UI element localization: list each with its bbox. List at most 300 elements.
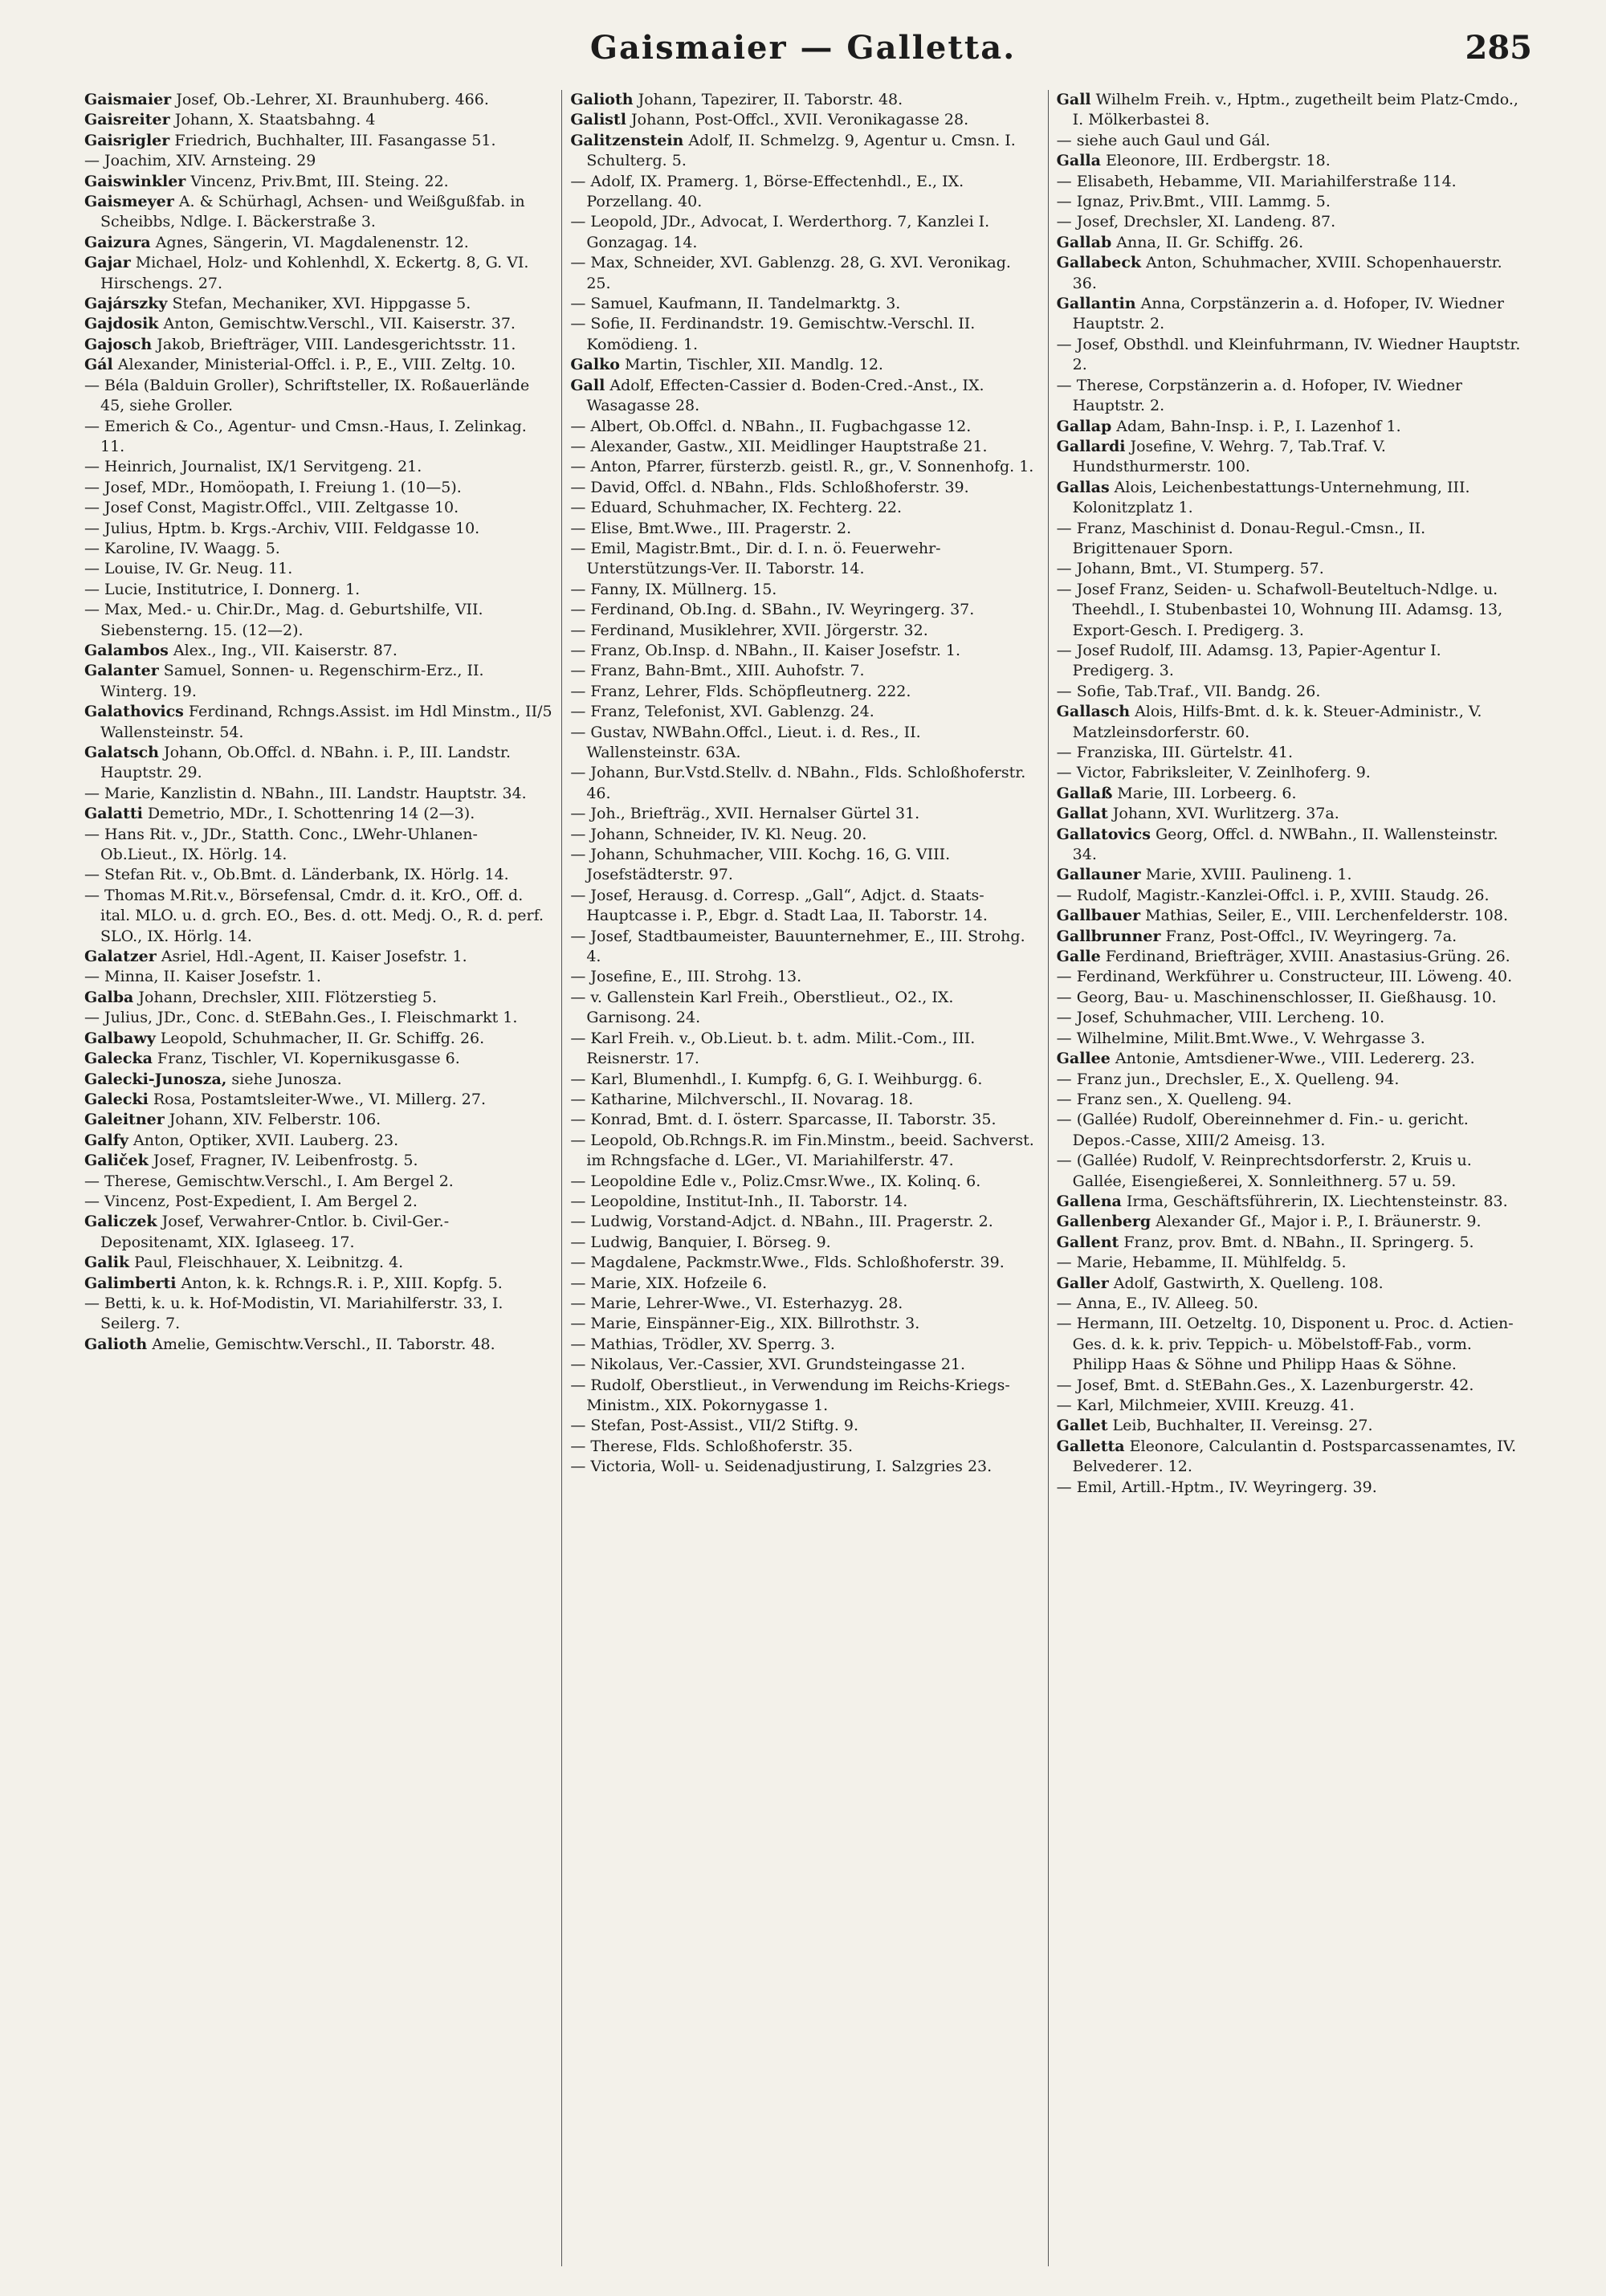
entry-details: — Mathias, Trödler, XV. Sperrg. 3. [570, 1335, 835, 1353]
entry-surname: Galathovics [84, 703, 184, 721]
entry-details: — Max, Med.- u. Chir.Dr., Mag. d. Geburtshilfe, VII. Siebensterng. 15. (12—2). [84, 601, 483, 639]
entry-details: Paul, Fleischhauer, X. Leibnitzg. 4. [129, 1254, 404, 1272]
directory-entry [1057, 1008, 1526, 1028]
directory-entry [570, 825, 1039, 845]
entry-details: Anton, Gemischtw.Verschl., VII. Kaiserstr. 37. [158, 315, 516, 333]
directory-entry [1057, 1070, 1526, 1090]
directory-entry [570, 682, 1039, 702]
entry-details: — Josef, Bmt. d. StEBahn.Ges., X. Lazenburgerstr. 42. [1056, 1376, 1474, 1394]
entry-surname: Gajárszky [84, 295, 168, 313]
entry-details: — Emil, Magistr.Bmt., Dir. d. I. n. ö. Feuerwehr-Unterstützungs-Ver. II. Taborstr. 14. [570, 539, 941, 578]
entry-details: — siehe auch Gaul und Gál. [1056, 131, 1270, 149]
entry-details: Eleonore, III. Erdbergstr. 18. [1100, 152, 1331, 170]
entry-surname: Galik [84, 1254, 130, 1272]
directory-entry [570, 702, 1039, 722]
directory-entry [570, 539, 1039, 580]
entry-surname: Gaizura [84, 233, 151, 251]
page-number: 285 [1465, 29, 1532, 67]
directory-entry [84, 1110, 553, 1130]
entry-details: Adolf, Effecten-Cassier d. Boden-Cred.-Anst., IX. Wasagasse 28. [586, 376, 984, 415]
entry-details: Josef, Verwahrer-Cntlor. b. Civil-Ger.-Depositenamt, XIX. Iglaseeg. 17. [100, 1213, 450, 1251]
entry-details: — Rudolf, Magistr.-Kanzlei-Offcl. i. P., XVIII. Staudg. 26. [1056, 886, 1490, 904]
entry-details: Adolf, Gastwirth, X. Quelleng. 108. [1108, 1274, 1384, 1292]
entry-details: — Karl, Blumenhdl., I. Kumpfg. 6, G. I. Weihburgg. 6. [570, 1070, 983, 1088]
entry-details: — Betti, k. u. k. Hof-Modistin, VI. Mariahilferstr. 33, I. Seilerg. 7. [84, 1294, 503, 1333]
entry-details: Franz, Post-Offcl., IV. Weyringerg. 7a. [1160, 927, 1457, 945]
directory-entry [570, 131, 1039, 172]
entry-details: — Johann, Schneider, IV. Kl. Neug. 20. [570, 825, 867, 843]
entry-details: Ferdinand, Briefträger, XVIII. Anastasius-Grüng. 26. [1100, 948, 1510, 966]
directory-entry [1057, 580, 1526, 641]
entry-surname: Galanter [84, 662, 159, 680]
entry-surname: Gallatovics [1056, 825, 1151, 843]
directory-entry [570, 804, 1039, 824]
entry-surname: Gaismaier [84, 91, 172, 108]
entry-details: — Nikolaus, Ver.-Cassier, XVI. Grundsteingasse 21. [570, 1356, 966, 1374]
directory-entry [1057, 151, 1526, 171]
entry-details: — Josef, Drechsler, XI. Landeng. 87. [1056, 213, 1336, 231]
entry-details: Alexander Gf., Major i. P., I. Bräunerstr. 9. [1151, 1213, 1482, 1231]
directory-entry [1057, 1253, 1526, 1273]
entry-details: — Fanny, IX. Müllnerg. 15. [570, 580, 777, 598]
entry-details: Agnes, Sängerin, VI. Magdalenenstr. 12. [150, 233, 469, 251]
entry-surname: Galeitner [84, 1111, 165, 1129]
page-title: Gaismaier — Galletta. [589, 29, 1017, 67]
entry-details: — Emerich & Co., Agentur- und Cmsn.-Haus, I. Zelinkag. 11. [84, 417, 527, 455]
entry-details: Irma, Geschäftsführerin, IX. Liechtensteinstr. 83. [1121, 1192, 1508, 1210]
directory-columns [76, 90, 1534, 2266]
entry-details: Josef, Fragner, IV. Leibenfrostg. 5. [148, 1152, 418, 1170]
directory-entry [84, 600, 553, 641]
directory-entry [1057, 417, 1526, 437]
directory-entry [84, 1070, 553, 1090]
directory-entry [84, 1335, 553, 1355]
directory-entry [1057, 559, 1526, 579]
entry-surname: Galistl [570, 111, 626, 129]
directory-entry [1057, 376, 1526, 417]
directory-entry [570, 1274, 1039, 1294]
entry-details: — v. Gallenstein Karl Freih., Oberstlieut., O2., IX. Garnisong. 24. [570, 988, 954, 1027]
directory-entry [84, 253, 553, 294]
entry-surname: Galle [1056, 948, 1101, 966]
entry-details: — Rudolf, Oberstlieut., in Verwendung im Reichs-Kriegs-Ministm., XIX. Pokornygasse 1. [570, 1376, 1010, 1414]
entry-surname: Gallab [1056, 233, 1112, 251]
entry-details: Samuel, Sonnen- u. Regenschirm-Erz., II. Winterg. 19. [100, 662, 484, 700]
entry-surname: Gallauner [1056, 866, 1141, 884]
directory-entry [84, 192, 553, 233]
directory-entry [84, 967, 553, 987]
entry-details: — Franz, Lehrer, Flds. Schöpfleutnerg. 222. [570, 682, 911, 700]
directory-entry [84, 1274, 553, 1294]
entry-surname: Galioth [84, 1335, 148, 1353]
entry-details: — Josef, MDr., Homöopath, I. Freiung 1. (10—5). [84, 478, 462, 496]
entry-details: — Therese, Corpstänzerin a. d. Hofoper, IV. Wiedner Hauptstr. 2. [1056, 376, 1462, 415]
directory-entry [1057, 682, 1526, 702]
directory-entry [84, 1294, 553, 1335]
directory-entry [1057, 804, 1526, 824]
directory-entry [1057, 641, 1526, 682]
directory-entry [1057, 1212, 1526, 1232]
entry-surname: Galioth [570, 91, 634, 108]
entry-details: — Therese, Flds. Schloßhoferstr. 35. [570, 1437, 853, 1455]
entry-details: Anton, k. k. Rchngs.R. i. P., XIII. Kopfg. 5. [176, 1274, 503, 1292]
directory-entry [570, 417, 1039, 437]
entry-details: — Josef, Herausg. d. Corresp. „Gall“, Adjct. d. Staats-Hauptcasse i. P., Ebgr. d. Stadt Laa, II. Taborstr. 14. [570, 886, 988, 925]
entry-details: — Leopold, Ob.Rchngs.R. im Fin.Minstm., beeid. Sachverst. im Rchngsfache d. LGer., VI. Mariahilferstr. 47. [570, 1131, 1034, 1170]
entry-details: — Gustav, NWBahn.Offcl., Lieut. i. d. Res., II. Wallensteinstr. 63A. [570, 723, 921, 761]
entry-details: — Georg, Bau- u. Maschinenschlosser, II. Gießhausg. 10. [1056, 988, 1497, 1006]
entry-details: — Leopold, JDr., Advocat, I. Werderthorg. 7, Kanzlei I. Gonzagag. 14. [570, 213, 990, 251]
directory-entry [1057, 1294, 1526, 1314]
directory-entry [570, 1335, 1039, 1355]
directory-entry [570, 988, 1039, 1029]
entry-details: — Josefine, E., III. Strohg. 13. [570, 968, 802, 986]
directory-entry [570, 1457, 1039, 1477]
entry-details: Leib, Buchhalter, II. Vereinsg. 27. [1107, 1417, 1373, 1435]
directory-entry [570, 1416, 1039, 1436]
directory-entry [1057, 478, 1526, 519]
entry-details: — Katharine, Milchverschl., II. Novarag. 18. [570, 1090, 914, 1108]
entry-details: Marie, XVIII. Paulineng. 1. [1140, 866, 1352, 884]
directory-entry [570, 172, 1039, 213]
entry-details: — Konrad, Bmt. d. I. österr. Sparcasse, II. Taborstr. 35. [570, 1111, 997, 1129]
directory-entry [84, 1049, 553, 1069]
directory-entry [84, 1253, 553, 1273]
directory-entry [570, 355, 1039, 375]
directory-entry [84, 294, 553, 314]
directory-entry [570, 1192, 1039, 1212]
directory-entry [1057, 784, 1526, 804]
entry-details: — Ludwig, Banquier, I. Börseg. 9. [570, 1233, 831, 1251]
entry-details: Leopold, Schuhmacher, II. Gr. Schiffg. 26. [155, 1029, 485, 1047]
entry-details: — Ludwig, Vorstand-Adjct. d. NBahn., III. Pragerstr. 2. [570, 1213, 993, 1231]
entry-details: — Victor, Fabriksleiter, V. Zeinlhoferg. 9. [1056, 764, 1371, 782]
entry-details: Alexander, Ministerial-Offcl. i. P., E., VIII. Zeltg. 10. [112, 356, 516, 374]
directory-entry [84, 90, 553, 110]
directory-entry [570, 580, 1039, 600]
directory-entry [1057, 1151, 1526, 1192]
directory-entry [84, 519, 553, 539]
directory-entry [570, 1437, 1039, 1457]
entry-details: — Karoline, IV. Waagg. 5. [84, 539, 280, 557]
directory-entry [1057, 437, 1526, 478]
entry-surname: Galatsch [84, 744, 159, 761]
entry-surname: Gallee [1056, 1050, 1111, 1068]
entry-details: Anton, Schuhmacher, XVIII. Schopenhauerstr. 36. [1072, 254, 1502, 292]
entry-surname: Gallas [1056, 478, 1110, 496]
entry-surname: Galler [1056, 1274, 1109, 1292]
directory-entry [570, 641, 1039, 661]
entry-surname: Galiček [84, 1152, 149, 1170]
directory-entry [1057, 1416, 1526, 1436]
directory-entry [570, 621, 1039, 641]
entry-details: — Franz, Ob.Insp. d. NBahn., II. Kaiser Josefstr. 1. [570, 641, 961, 659]
entry-surname: Galletta [1056, 1437, 1125, 1455]
directory-entry [1057, 967, 1526, 987]
directory-entry [570, 110, 1039, 130]
directory-entry [570, 253, 1039, 294]
directory-entry [570, 1212, 1039, 1232]
directory-entry [1057, 212, 1526, 232]
entry-details: — Karl Freih. v., Ob.Lieut. b. t. adm. Milit.-Com., III. Reisnerstr. 17. [570, 1029, 976, 1068]
entry-details: Anton, Optiker, XVII. Lauberg. 23. [128, 1131, 399, 1149]
entry-details: Martin, Tischler, XII. Mandlg. 12. [619, 356, 883, 374]
entry-details: — Samuel, Kaufmann, II. Tandelmarktg. 3. [570, 295, 901, 313]
entry-details: — Julius, JDr., Conc. d. StEBahn.Ges., I. Fleischmarkt 1. [84, 1009, 518, 1027]
entry-details: Jakob, Briefträger, VIII. Landesgerichtsstr. 11. [152, 335, 516, 353]
entry-details: Alois, Leichenbestattungs-Unternehmung, III. Kolonitzplatz 1. [1072, 478, 1470, 517]
entry-details: — Ignaz, Priv.Bmt., VIII. Lammg. 5. [1056, 193, 1331, 211]
directory-entry [84, 376, 553, 417]
directory-entry [1057, 233, 1526, 253]
directory-entry [84, 865, 553, 885]
entry-details: — Joh., Briefträg., XVII. Hernalser Gürtel 31. [570, 805, 920, 823]
entry-surname: Galecki [84, 1090, 149, 1108]
entry-surname: Galbawy [84, 1029, 156, 1047]
directory-entry [84, 702, 553, 743]
directory-entry [570, 1314, 1039, 1334]
entry-details: — Minna, II. Kaiser Josefstr. 1. [84, 968, 321, 986]
directory-entry [1057, 1029, 1526, 1049]
directory-entry [84, 478, 553, 498]
directory-entry [570, 661, 1039, 681]
entry-details: Anna, II. Gr. Schiffg. 26. [1111, 233, 1304, 251]
directory-entry [84, 1192, 553, 1212]
entry-details: — Lucie, Institutrice, I. Donnerg. 1. [84, 580, 361, 598]
directory-entry [84, 110, 553, 130]
entry-details: — Anna, E., IV. Alleeg. 50. [1056, 1294, 1259, 1312]
directory-entry [570, 1253, 1039, 1273]
entry-details: Anna, Corpstänzerin a. d. Hofoper, IV. Wiedner Hauptstr. 2. [1072, 295, 1504, 333]
entry-details: Johann, Post-Offcl., XVII. Veronikagasse 28. [626, 111, 969, 129]
entry-details: — Emil, Artill.-Hptm., IV. Weyringerg. 39. [1056, 1478, 1377, 1496]
entry-details: — Ferdinand, Werkführer u. Constructeur, III. Löweng. 40. [1056, 968, 1513, 986]
entry-surname: Gallasch [1056, 703, 1131, 721]
entry-surname: Gallent [1056, 1233, 1119, 1251]
entry-details: Vincenz, Priv.Bmt, III. Steing. 22. [185, 172, 449, 190]
entry-surname: Galla [1056, 152, 1101, 170]
entry-details: Josefine, V. Wehrg. 7, Tab.Traf. V. Hundsthurmerstr. 100. [1072, 437, 1386, 476]
directory-entry [570, 1355, 1039, 1375]
directory-entry [84, 355, 553, 375]
entry-details: — Leopoldine Edle v., Poliz.Cmsr.Wwe., IX. Kolinq. 6. [570, 1172, 981, 1190]
directory-entry [1057, 1478, 1526, 1498]
entry-details: Amelie, Gemischtw.Verschl., II. Taborstr. 48. [147, 1335, 495, 1353]
entry-details: — Max, Schneider, XVI. Gablenzg. 28, G. XVI. Veronikag. 25. [570, 254, 1011, 292]
entry-surname: Galimberti [84, 1274, 177, 1292]
directory-entry [84, 172, 553, 192]
entry-details: — Josef, Schuhmacher, VIII. Lercheng. 10. [1056, 1009, 1385, 1027]
directory-entry [84, 498, 553, 518]
entry-details: — Joachim, XIV. Arnsteing. 29 [84, 152, 316, 170]
entry-details: — Adolf, IX. Pramerg. 1, Börse-Effectenhdl., E., IX. Porzellang. 40. [570, 172, 964, 211]
entry-surname: Galambos [84, 641, 169, 659]
entry-surname: Gál [84, 356, 113, 374]
directory-entry [84, 1212, 553, 1253]
entry-details: — Marie, Einspänner-Eig., XIX. Billrothstr. 3. [570, 1315, 920, 1333]
directory-entry [84, 641, 553, 661]
entry-surname: Galiczek [84, 1213, 157, 1231]
directory-entry [84, 947, 553, 967]
directory-entry [570, 519, 1039, 539]
directory-entry [84, 886, 553, 947]
directory-entry [84, 1090, 553, 1110]
entry-details: — Béla (Balduin Groller), Schriftsteller, IX. Roßauerlände 45, siehe Groller. [84, 376, 530, 415]
directory-entry [84, 988, 553, 1008]
entry-surname: Gallet [1056, 1417, 1108, 1435]
entry-details: — Thomas M.Rit.v., Börsefensal, Cmdr. d. it. KrO., Off. d. ital. MLO. u. d. grch. EO., Bes. d. ott. Medj. O., R. d. perf. SLO., IX. Hörlg. 14. [84, 886, 544, 945]
directory-entry [84, 580, 553, 600]
entry-details: Adam, Bahn-Insp. i. P., I. Lazenhof 1. [1111, 417, 1401, 435]
entry-details: Demetrio, MDr., I. Schottenring 14 (2—3). [142, 805, 475, 823]
entry-surname: Gallap [1056, 417, 1112, 435]
directory-entry [1057, 865, 1526, 885]
page-header [0, 29, 1606, 77]
directory-entry [1057, 294, 1526, 335]
entry-surname: Galitzenstein [570, 131, 684, 149]
directory-entry [84, 417, 553, 458]
entry-details: Johann, Ob.Offcl. d. NBahn. i. P., III. Landstr. Hauptstr. 29. [100, 744, 512, 782]
entry-details: Mathias, Seiler, E., VIII. Lerchenfelderstr. 108. [1140, 907, 1509, 925]
directory-entry [570, 376, 1039, 417]
entry-details: — Josef Const, Magistr.Offcl., VIII. Zeltgasse 10. [84, 499, 459, 517]
directory-entry [570, 845, 1039, 886]
directory-entry [84, 233, 553, 253]
directory-entry [570, 1172, 1039, 1192]
entry-details: — Franz jun., Drechsler, E., X. Quelleng. 94. [1056, 1070, 1400, 1088]
directory-entry [1057, 172, 1526, 192]
directory-entry [570, 967, 1039, 987]
entry-details: Johann, X. Staatsbahng. 4 [169, 111, 376, 129]
entry-details: — Johann, Schuhmacher, VIII. Kochg. 16, G. VIII. Josefstädterstr. 97. [570, 846, 951, 884]
entry-details: — Eduard, Schuhmacher, IX. Fechterg. 22. [570, 499, 902, 517]
directory-entry [1057, 335, 1526, 376]
entry-details: — Leopoldine, Institut-Inh., II. Taborstr. 14. [570, 1192, 908, 1210]
entry-surname: Galba [84, 988, 134, 1006]
directory-entry [1057, 1376, 1526, 1396]
entry-details: — Vincenz, Post-Expedient, I. Am Bergel 2. [84, 1192, 418, 1210]
entry-details: Johann, Drechsler, XIII. Flötzerstieg 5. [133, 988, 437, 1006]
entry-details: — Josef Rudolf, III. Adamsg. 13, Papier-Agentur I. Predigerg. 3. [1056, 641, 1441, 680]
entry-details: Johann, XVI. Wurlitzerg. 37a. [1107, 805, 1339, 823]
entry-details: Friedrich, Buchhalter, III. Fasangasse 51. [169, 131, 496, 149]
entry-details: Michael, Holz- und Kohlenhdl, X. Eckertg. 8, G. VI. Hirschengs. 27. [100, 254, 529, 292]
directory-entry [570, 1131, 1039, 1172]
entry-details: — Marie, Hebamme, II. Mühlfeldg. 5. [1056, 1254, 1347, 1272]
directory-entry [570, 1029, 1039, 1070]
entry-surname: Gall [1056, 91, 1091, 108]
directory-entry [1057, 1233, 1526, 1253]
directory-entry [570, 600, 1039, 620]
directory-entry [570, 437, 1039, 457]
entry-details: — Karl, Milchmeier, XVIII. Kreuzg. 41. [1056, 1397, 1355, 1414]
directory-entry [570, 927, 1039, 968]
column-1 [76, 90, 561, 2266]
directory-entry [1057, 763, 1526, 783]
entry-details: Eleonore, Calculantin d. Postsparcassenamtes, IV. Belvederег. 12. [1072, 1437, 1517, 1476]
entry-surname: Gaisreiter [84, 111, 170, 129]
entry-surname: Galecki-Junosza, [84, 1070, 227, 1088]
entry-details: — Stefan Rit. v., Ob.Bmt. d. Länderbank, IX. Hörlg. 14. [84, 866, 509, 884]
column-2 [561, 90, 1047, 2266]
directory-entry [1057, 253, 1526, 294]
entry-details: Adolf, II. Schmelzg. 9, Agentur u. Cmsn. I. Schulterg. 5. [586, 131, 1016, 170]
directory-entry [1057, 90, 1526, 131]
entry-surname: Gajar [84, 254, 131, 272]
directory-entry [570, 478, 1039, 498]
entry-details: — Elise, Bmt.Wwe., III. Pragerstr. 2. [570, 519, 852, 537]
directory-entry [84, 151, 553, 171]
directory-entry [1057, 702, 1526, 743]
entry-details: Georg, Offcl. d. NWBahn., II. Wallensteinstr. 34. [1072, 825, 1498, 864]
entry-details: — (Gallée) Rudolf, Obereinnehmer d. Fin.- u. gericht. Depos.-Casse, XIII/2 Ameisg. 13. [1056, 1111, 1469, 1149]
entry-details: — Johann, Bmt., VI. Stumperg. 57. [1056, 560, 1324, 578]
entry-details: — Johann, Bur.Vstd.Stellv. d. NBahn., Flds. Schloßhoferstr. 46. [570, 764, 1026, 802]
directory-entry [1057, 1396, 1526, 1416]
entry-details: — Magdalene, Packmstr.Wwe., Flds. Schloßhoferstr. 39. [570, 1254, 1005, 1272]
directory-entry [570, 1376, 1039, 1417]
directory-entry [84, 804, 553, 824]
entry-details: — David, Offcl. d. NBahn., Flds. Schloßhoferstr. 39. [570, 478, 969, 496]
directory-entry [570, 294, 1039, 314]
directory-entry [570, 457, 1039, 477]
entry-surname: Gaiswinkler [84, 172, 186, 190]
entry-details: Rosa, Postamtsleiter-Wwe., VI. Millerg. 27. [148, 1090, 486, 1108]
directory-entry [1057, 1274, 1526, 1294]
entry-details: — Wilhelmine, Milit.Bmt.Wwe., V. Wehrgasse 3. [1056, 1029, 1425, 1047]
directory-entry [570, 1233, 1039, 1253]
directory-entry [1057, 1437, 1526, 1478]
directory-entry [84, 825, 553, 866]
directory-entry [1057, 906, 1526, 926]
entry-details: Johann, Tapezirer, II. Taborstr. 48. [633, 91, 903, 108]
entry-details: — Victoria, Woll- u. Seidenadjustirung, I. Salzgries 23. [570, 1458, 993, 1476]
directory-entry [84, 539, 553, 559]
directory-entry [570, 1110, 1039, 1130]
entry-details: — Hermann, III. Oetzeltg. 10, Disponent u. Proc. d. Actien-Ges. d. k. k. priv. Teppich- u. Möbelstoff-Fab., vorm. Philipp Haas & Söhne und Philipp Haas & Söhne. [1056, 1315, 1514, 1374]
entry-surname: Gallabeck [1056, 254, 1142, 272]
directory-entry [570, 886, 1039, 927]
entry-surname: Gallat [1056, 805, 1108, 823]
directory-entry [570, 498, 1039, 518]
entry-surname: Gaismeyer [84, 193, 174, 211]
entry-details: Wilhelm Freih. v., Hptm., zugetheilt beim Platz-Cmdo., I. Mölkerbastei 8. [1072, 91, 1518, 129]
entry-details: — Franz, Telefonist, XVI. Gablenzg. 24. [570, 703, 874, 721]
directory-entry [1057, 519, 1526, 560]
entry-details: — Sofie, II. Ferdinandstr. 19. Gemischtw.-Verschl. II. Komödieng. 1. [570, 315, 976, 353]
directory-entry [1057, 947, 1526, 967]
directory-entry [84, 314, 553, 334]
column-3 [1048, 90, 1534, 2266]
entry-surname: Galecka [84, 1050, 153, 1068]
entry-details: Stefan, Mechaniker, XVI. Hippgasse 5. [167, 295, 471, 313]
entry-details: — Josef, Obsthdl. und Kleinfuhrmann, IV. Wiedner Hauptstr. 2. [1056, 335, 1521, 374]
directory-entry [570, 1090, 1039, 1110]
directory-entry [84, 131, 553, 151]
directory-entry [84, 1151, 553, 1171]
directory-entry [84, 1029, 553, 1049]
directory-entry [570, 90, 1039, 110]
directory-entry [570, 1070, 1039, 1090]
entry-surname: Gallena [1056, 1192, 1122, 1210]
directory-entry [570, 314, 1039, 355]
directory-entry [84, 559, 553, 579]
entry-details: Marie, III. Lorbeerg. 6. [1112, 784, 1297, 802]
entry-surname: Gajosch [84, 335, 153, 353]
entry-details: Antonie, Amtsdiener-Wwe., VIII. Ledererg. 23. [1110, 1050, 1475, 1068]
entry-details: — Alexander, Gastw., XII. Meidlinger Hauptstraße 21. [570, 437, 988, 455]
directory-entry [1057, 988, 1526, 1008]
